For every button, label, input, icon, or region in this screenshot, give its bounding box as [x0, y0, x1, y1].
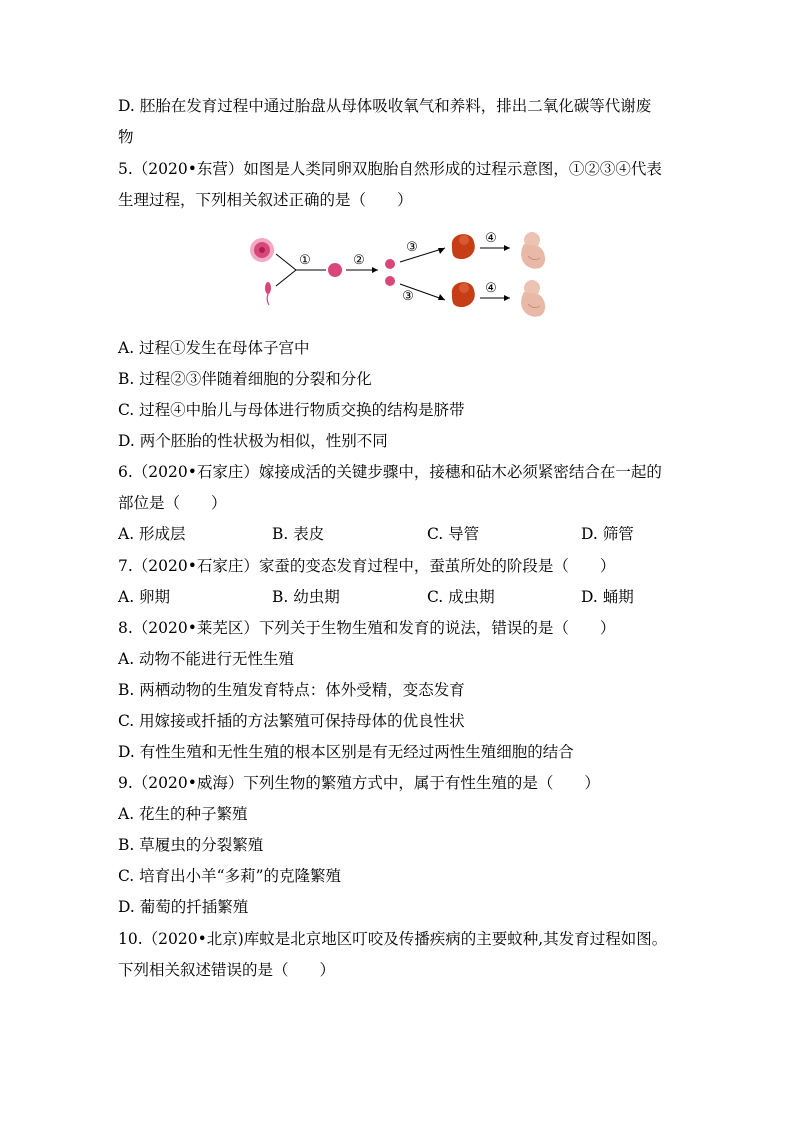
- q7-stem: 7.（2020•石家庄）家蚕的变态发育过程中，蚕茧所处的阶段是（ ）: [118, 557, 616, 575]
- process-3-top-label: ③: [406, 240, 418, 255]
- q6-option-b: B. 表皮: [272, 525, 325, 543]
- q8-option-a: A. 动物不能进行无性生殖: [118, 650, 295, 668]
- process-3-bottom-label: ③: [402, 289, 414, 304]
- q8-option-d: D. 有性生殖和无性生殖的根本区别是有无经过两性生殖细胞的结合: [118, 743, 574, 761]
- cell-top-icon: [385, 259, 395, 269]
- q10-stem: 10.（2020•北京)库蚊是北京地区叮咬及传播疾病的主要蚊种,其发育过程如图。: [118, 930, 668, 948]
- q5-option-d: D. 两个胚胎的性状极为相似，性别不同: [118, 432, 388, 450]
- q9-option-c: C. 培育出小羊“多莉”的克隆繁殖: [118, 867, 342, 885]
- sperm-icon: [265, 282, 271, 305]
- q10-stem-cont: 下列相关叙述错误的是（ ）: [118, 961, 336, 979]
- q7-option-b: B. 幼虫期: [272, 588, 340, 606]
- fetus-top-icon: [521, 232, 545, 269]
- q5-option-b: B. 过程②③伴随着细胞的分裂和分化: [118, 370, 372, 388]
- q7-option-a: A. 卵期: [118, 588, 171, 606]
- process-4-bottom-label: ④: [485, 281, 497, 296]
- zygote-icon: [328, 263, 342, 277]
- q8-option-b: B. 两栖动物的生殖发育特点：体外受精，变态发育: [118, 681, 465, 699]
- q8-stem: 8.（2020•莱芜区）下列关于生物生殖和发育的说法，错误的是（ ）: [118, 619, 616, 637]
- q5-stem: 5.（2020•东营）如图是人类同卵双胞胎自然形成的过程示意图，①②③④代表: [118, 160, 662, 178]
- process-4-top-label: ④: [485, 231, 497, 246]
- embryo-bottom-icon: [452, 282, 475, 307]
- q9-option-d: D. 葡萄的扦插繁殖: [118, 898, 249, 916]
- process-2-label: ②: [353, 253, 365, 268]
- cell-bottom-icon: [385, 276, 395, 286]
- q6-option-a: A. 形成层: [118, 525, 186, 543]
- q5-stem-cont: 生理过程，下列相关叙述正确的是（ ）: [118, 191, 413, 209]
- embryo-top-icon: [452, 234, 475, 259]
- q6-option-d: D. 筛管: [581, 525, 634, 543]
- join-line-bottom: [276, 270, 296, 286]
- twin-formation-figure: [240, 228, 560, 333]
- q9-option-b: B. 草履虫的分裂繁殖: [118, 836, 264, 854]
- q6-stem-cont: 部位是（ ）: [118, 494, 227, 512]
- egg-cell-icon: [250, 238, 274, 262]
- q6-stem: 6.（2020•石家庄）嫁接成活的关键步骤中，接穗和砧木必须紧密结合在一起的: [118, 463, 662, 481]
- q4-option-d: D. 胚胎在发育过程中通过胎盘从母体吸收氧气和养料，排出二氧化碳等代谢废: [118, 97, 652, 115]
- fetus-bottom-icon: [521, 280, 545, 317]
- q9-option-a: A. 花生的种子繁殖: [118, 805, 248, 823]
- q6-option-c: C. 导管: [427, 525, 480, 543]
- q4-option-d-cont: 物: [118, 128, 134, 146]
- q8-option-c: C. 用嫁接或扦插的方法繁殖可保持母体的优良性状: [118, 712, 465, 730]
- q5-option-c: C. 过程④中胎儿与母体进行物质交换的结构是脐带: [118, 401, 465, 419]
- q9-stem: 9.（2020•威海）下列生物的繁殖方式中，属于有性生殖的是（ ）: [118, 774, 600, 792]
- q7-option-d: D. 蛹期: [581, 588, 634, 606]
- join-line-top: [276, 254, 296, 270]
- q5-option-a: A. 过程①发生在母体子宫中: [118, 339, 310, 357]
- q7-option-c: C. 成虫期: [427, 588, 495, 606]
- process-1-label: ①: [299, 253, 311, 268]
